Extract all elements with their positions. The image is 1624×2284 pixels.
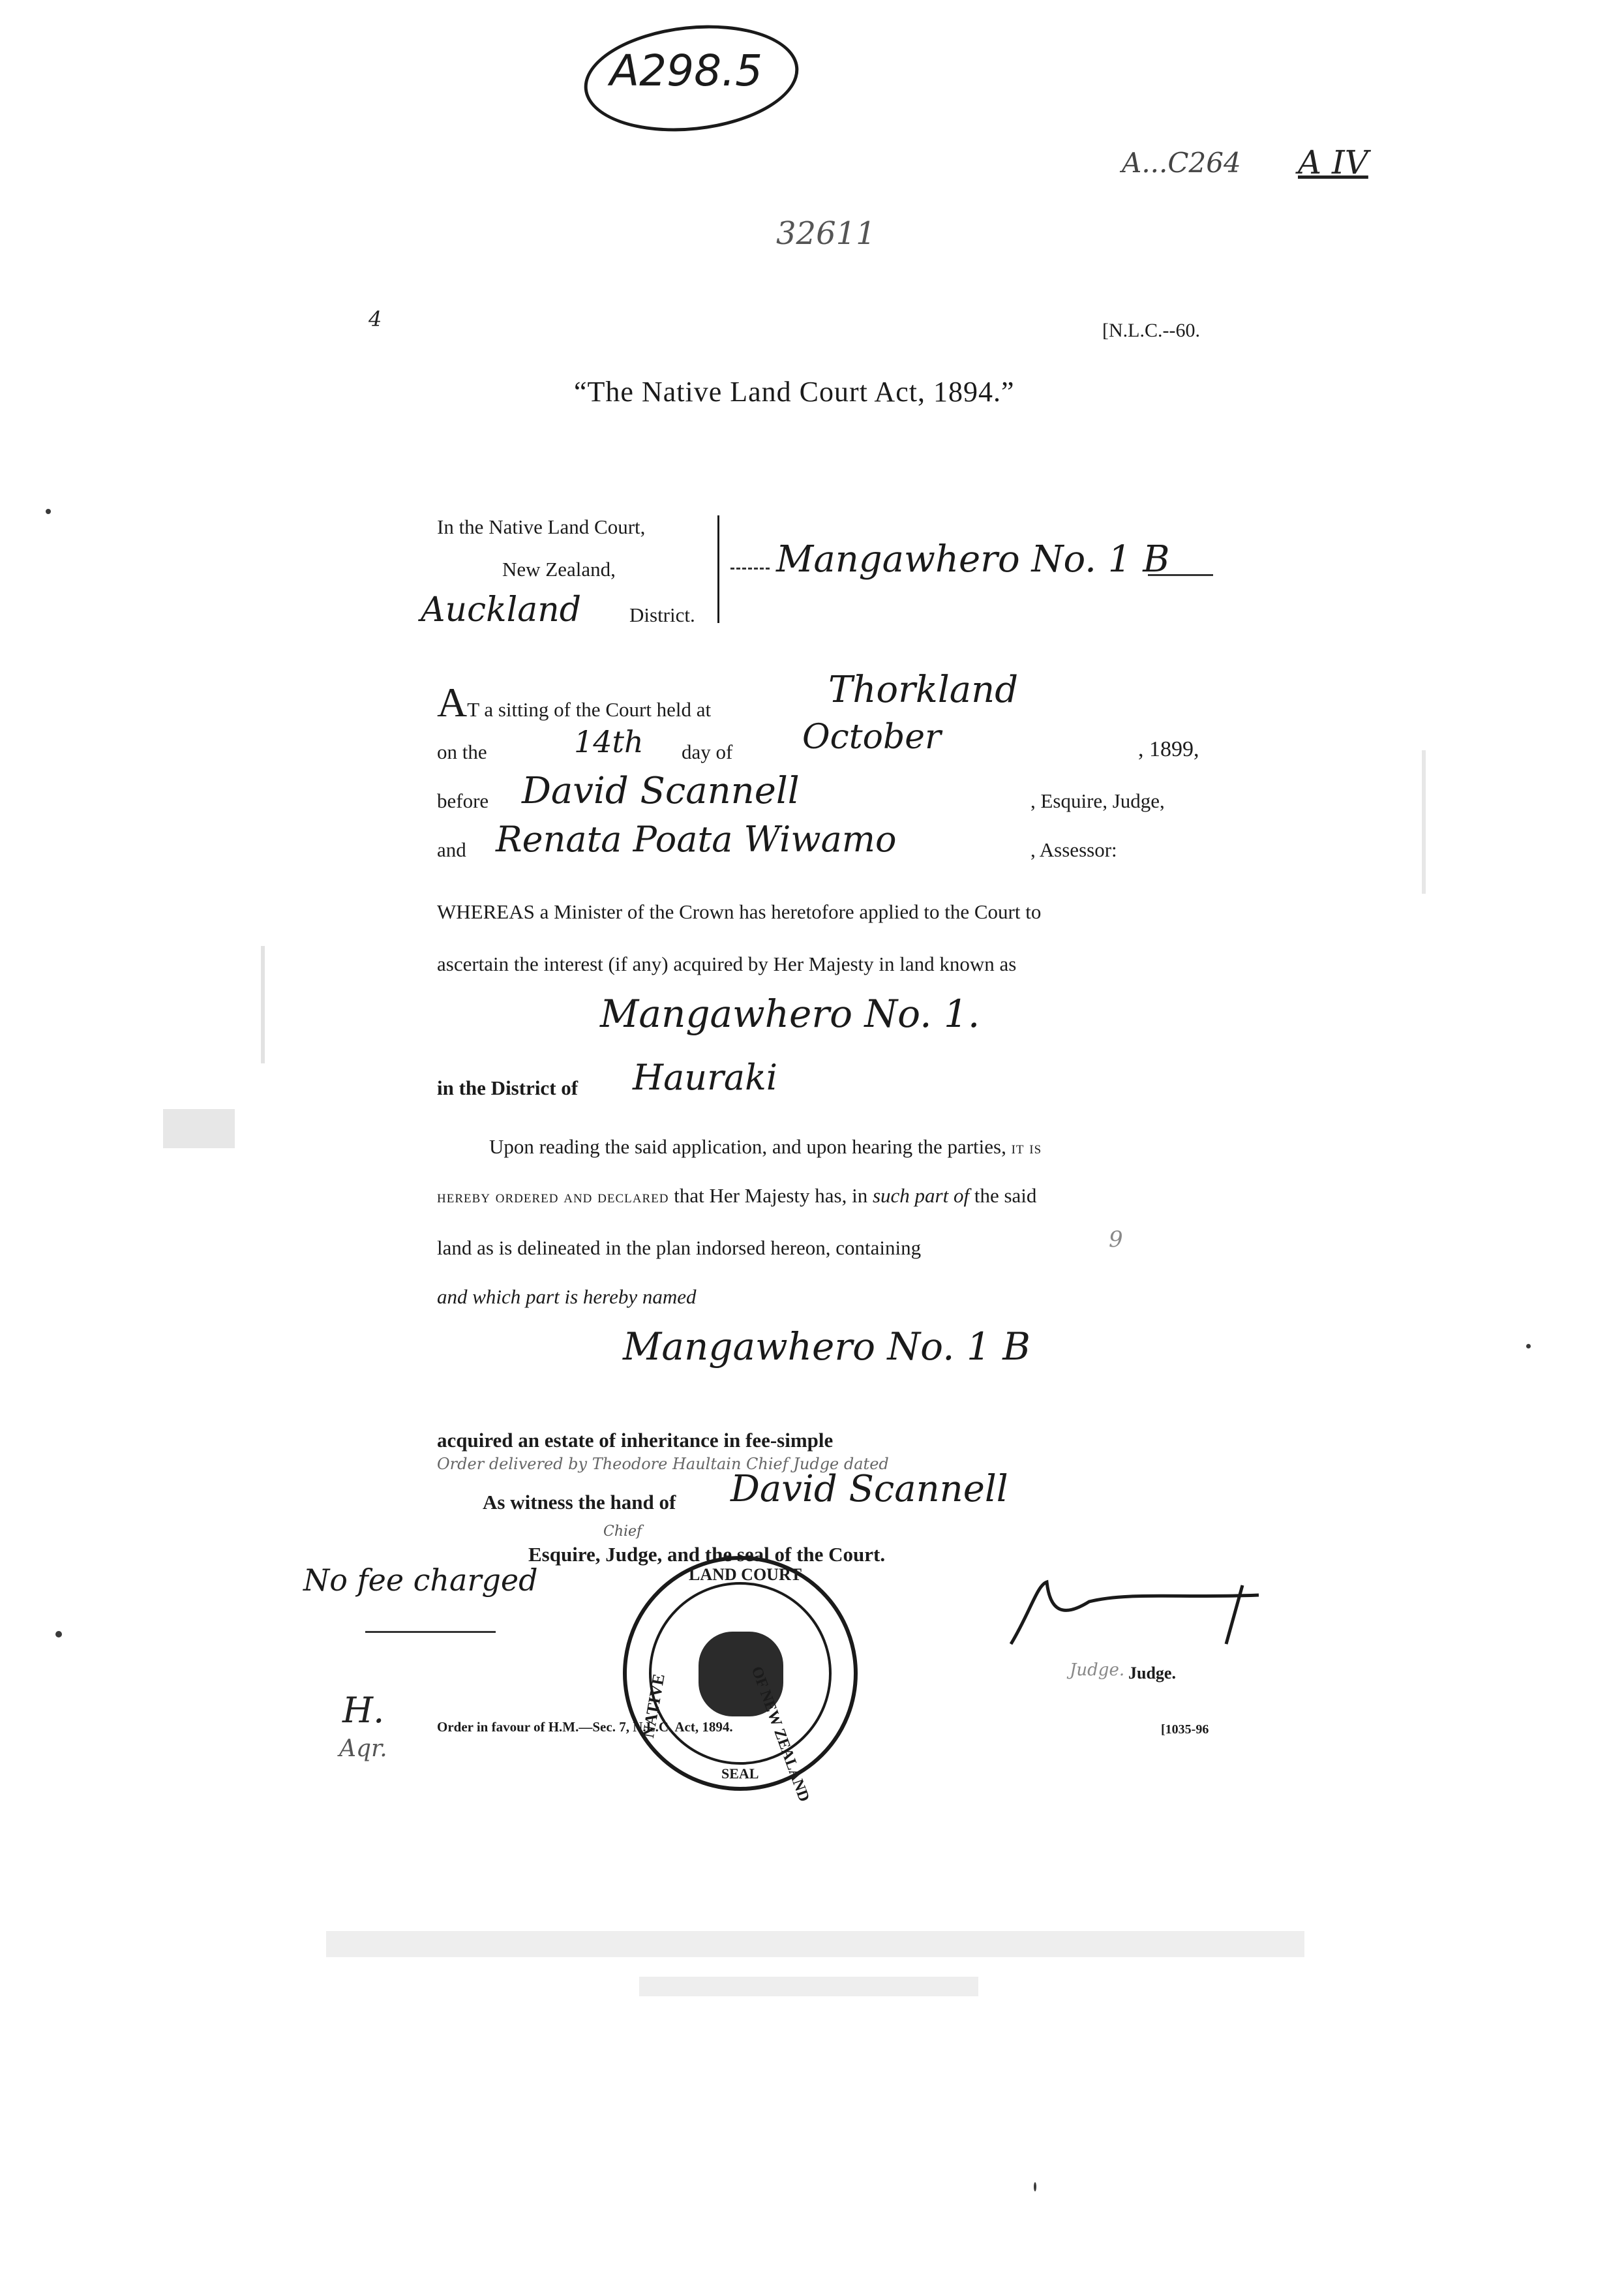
order-line-3-area: 9 — [1109, 1226, 1123, 1253]
esquire-judge-label: , Esquire, Judge, — [1030, 789, 1165, 812]
judge-name: David Scannell — [522, 770, 800, 812]
part-name: Mangawhero No. 1 B — [623, 1324, 1030, 1369]
day-of-label: day of — [682, 740, 733, 763]
court-line-2: New Zealand, — [502, 558, 616, 581]
on-the-label: on the — [437, 740, 487, 763]
judge-mark: Judge. — [1070, 1660, 1125, 1680]
order-line-2-b: the said — [974, 1184, 1037, 1207]
block-name: Mangawhero No. 1 B — [776, 538, 1170, 581]
witness-name: David Scannell — [730, 1468, 1008, 1510]
order-line-2-italic: such part of — [872, 1184, 970, 1207]
footer-order-line: Order in favour of H.M.—Sec. 7, N.L.C. Act, 1894. — [437, 1719, 733, 1735]
court-seal — [623, 1556, 858, 1804]
esquire-seal-line: Esquire, Judge, and the seal of the Court. — [528, 1543, 886, 1566]
estate-line: acquired an estate of inheritance in fee-simple — [437, 1429, 834, 1452]
left-initials-2: Aqr. — [339, 1735, 387, 1762]
fee-note: No fee charged — [303, 1562, 538, 1598]
district-name: Hauraki — [633, 1057, 778, 1098]
form-code: [N.L.C.--60. — [1102, 320, 1200, 341]
witness-small-note: Chief — [603, 1523, 642, 1540]
sitting-month: October — [802, 718, 941, 757]
land-name: Mangawhero No. 1. — [600, 992, 980, 1036]
court-brace — [717, 515, 719, 623]
order-line-2-caps: hereby ordered and declared — [437, 1187, 669, 1206]
scan-noise-right — [1422, 750, 1426, 894]
district-handwritten: Auckland — [421, 590, 582, 630]
estate-annotation: Order delivered by Theodore Haultain Chief Judge dated — [437, 1455, 889, 1473]
sitting-place: Thorkland — [828, 669, 1019, 711]
order-line-2 — [437, 1184, 1036, 1208]
district-of-label: in the District of — [437, 1076, 579, 1099]
sitting-line — [437, 678, 711, 727]
seal-text-top: LAND COURT — [689, 1565, 802, 1584]
block-underline — [1148, 574, 1213, 576]
order-line-4: and which part is hereby named — [437, 1285, 697, 1308]
court-line-1: In the Native Land Court, — [437, 515, 646, 538]
scan-noise-bottom — [326, 1931, 1304, 1957]
scan-speck — [1034, 2182, 1036, 2191]
top-right-reference: A...C264 — [1122, 147, 1241, 179]
fee-note-underline — [365, 1631, 496, 1633]
order-line-2-a: that Her Majesty has, in — [674, 1184, 868, 1207]
act-title: “The Native Land Court Act, 1894.” — [574, 376, 1015, 408]
scan-speck — [1526, 1344, 1531, 1348]
footer-print-code: [1035-96 — [1161, 1722, 1209, 1737]
scan-speck — [46, 509, 51, 514]
order-line-1-caps: it is — [1011, 1138, 1042, 1157]
whereas-line-2: ascertain the interest (if any) acquired by Her Majesty in land known as — [437, 952, 1017, 975]
drop-cap: A — [437, 679, 468, 725]
order-line-1-text: Upon reading the said application, and upon hearing the parties, — [489, 1135, 1006, 1158]
judge-signature — [985, 1572, 1272, 1657]
witness-label: As witness the hand of — [483, 1491, 676, 1514]
scan-noise-left — [163, 1109, 235, 1148]
top-right-roman: A IV — [1298, 144, 1368, 181]
scan-noise-bottom-2 — [639, 1977, 978, 1996]
order-line-3: land as is delineated in the plan indorsed hereon, containing — [437, 1236, 922, 1259]
scan-noise-left-strip — [261, 946, 265, 1063]
and-label: and — [437, 838, 466, 861]
before-label: before — [437, 789, 489, 812]
district-label: District. — [629, 603, 695, 626]
seal-text-left: NATIVE — [639, 1672, 669, 1740]
whereas-line-1: WHEREAS a Minister of the Crown has heretofore applied to the Court to — [437, 900, 1042, 923]
court-dash — [730, 568, 770, 570]
left-initials: H. — [342, 1690, 385, 1731]
assessor-name: Renata Poata Wiwamo — [496, 819, 897, 860]
assessor-label: , Assessor: — [1030, 838, 1117, 861]
order-line-1 — [489, 1135, 1042, 1159]
seal-text-right: OF NEW ZEALAND — [747, 1664, 813, 1804]
seal-text-bottom: SEAL — [721, 1765, 759, 1782]
judge-label: Judge. — [1128, 1664, 1176, 1683]
margin-mark: 4 — [368, 307, 382, 331]
sitting-year: , 1899, — [1138, 737, 1199, 761]
sitting-prefix: T a sitting of the Court held at — [467, 698, 712, 721]
reference-number: A298.5 — [610, 46, 763, 96]
scan-speck — [55, 1631, 62, 1637]
sitting-day: 14th — [574, 724, 644, 759]
archive-number: 32611 — [776, 215, 876, 252]
